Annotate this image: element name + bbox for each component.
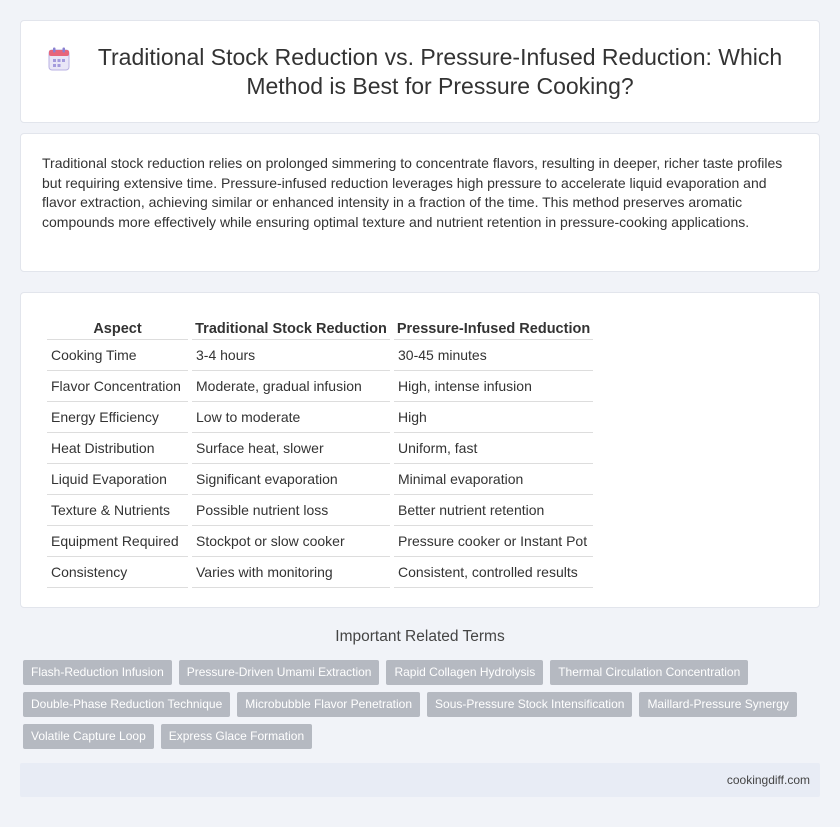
footer xyxy=(20,763,820,797)
table-cell: Uniform, fast xyxy=(394,433,593,464)
table-cell: High xyxy=(394,402,593,433)
footer-site-link[interactable]: cookingdiff.com xyxy=(726,773,810,787)
term-tag[interactable]: Express Glace Formation xyxy=(161,724,312,749)
comparison-card xyxy=(20,292,820,608)
term-tag[interactable]: Thermal Circulation Concentration xyxy=(550,660,748,685)
table-row xyxy=(47,433,593,464)
table-cell: Moderate, gradual infusion xyxy=(192,371,390,402)
term-tag[interactable]: Sous-Pressure Stock Intensification xyxy=(427,692,632,717)
table-cell: Stockpot or slow cooker xyxy=(192,526,390,557)
calendar-icon xyxy=(48,47,70,71)
table-cell: Surface heat, slower xyxy=(192,433,390,464)
title-row xyxy=(21,43,819,101)
term-tag[interactable]: Rapid Collagen Hydrolysis xyxy=(386,660,543,685)
page-title: Traditional Stock Reduction vs. Pressure-Infused Reduction: Which Method is Best for Pressure Cooking? xyxy=(97,44,783,99)
tag-row xyxy=(23,660,803,685)
table-cell: Cooking Time xyxy=(47,340,188,371)
term-tag[interactable]: Maillard-Pressure Synergy xyxy=(639,692,796,717)
table-cell: Varies with monitoring xyxy=(192,557,390,588)
term-tag[interactable]: Pressure-Driven Umami Extraction xyxy=(179,660,380,685)
table-cell: Consistency xyxy=(47,557,188,588)
table-cell: Heat Distribution xyxy=(47,433,188,464)
header-aspect: Aspect xyxy=(47,315,188,340)
header-pressure: Pressure-Infused Reduction xyxy=(394,315,593,340)
table-cell: Pressure cooker or Instant Pot xyxy=(394,526,593,557)
table-cell: Flavor Concentration xyxy=(47,371,188,402)
table-cell: Significant evaporation xyxy=(192,464,390,495)
term-tag[interactable]: Flash-Reduction Infusion xyxy=(23,660,172,685)
table-header-row xyxy=(47,315,593,340)
table-row xyxy=(47,464,593,495)
table-cell: Consistent, controlled results xyxy=(394,557,593,588)
table-row xyxy=(47,402,593,433)
table-cell: 3-4 hours xyxy=(192,340,390,371)
header-traditional: Traditional Stock Reduction xyxy=(192,315,390,340)
table-cell: Equipment Required xyxy=(47,526,188,557)
table-cell: Possible nutrient loss xyxy=(192,495,390,526)
table-row xyxy=(47,495,593,526)
term-tag[interactable]: Microbubble Flavor Penetration xyxy=(237,692,420,717)
table-row xyxy=(47,526,593,557)
table-cell: Low to moderate xyxy=(192,402,390,433)
table-cell: Minimal evaporation xyxy=(394,464,593,495)
table-cell: Texture & Nutrients xyxy=(47,495,188,526)
table-row xyxy=(47,371,593,402)
table-row xyxy=(47,340,593,371)
related-terms-list xyxy=(23,660,803,756)
comparison-table xyxy=(43,315,597,588)
tag-row xyxy=(23,724,803,749)
table-cell: Better nutrient retention xyxy=(394,495,593,526)
table-cell: High, intense infusion xyxy=(394,371,593,402)
table-row xyxy=(47,557,593,588)
intro-card xyxy=(20,133,820,272)
table-cell: Liquid Evaporation xyxy=(47,464,188,495)
related-terms-title: Important Related Terms xyxy=(335,628,505,645)
intro-text: Traditional stock reduction relies on prolonged simmering to concentrate flavors, resulting in deeper, richer taste profiles but requiring extensive time. Pressure-infused reduction leverages high pressure to accelerate liquid evaporation and flavor extraction, achieving similar or enhanced intensity in a fraction of the time. This method preserves aromatic compounds more effectively while ensuring optimal texture and nutrient retention in pressure-cooking applications. xyxy=(42,155,783,231)
term-tag[interactable]: Volatile Capture Loop xyxy=(23,724,154,749)
title-card xyxy=(20,20,820,123)
table-cell: 30-45 minutes xyxy=(394,340,593,371)
term-tag[interactable]: Double-Phase Reduction Technique xyxy=(23,692,230,717)
tag-row xyxy=(23,692,803,717)
table-cell: Energy Efficiency xyxy=(47,402,188,433)
